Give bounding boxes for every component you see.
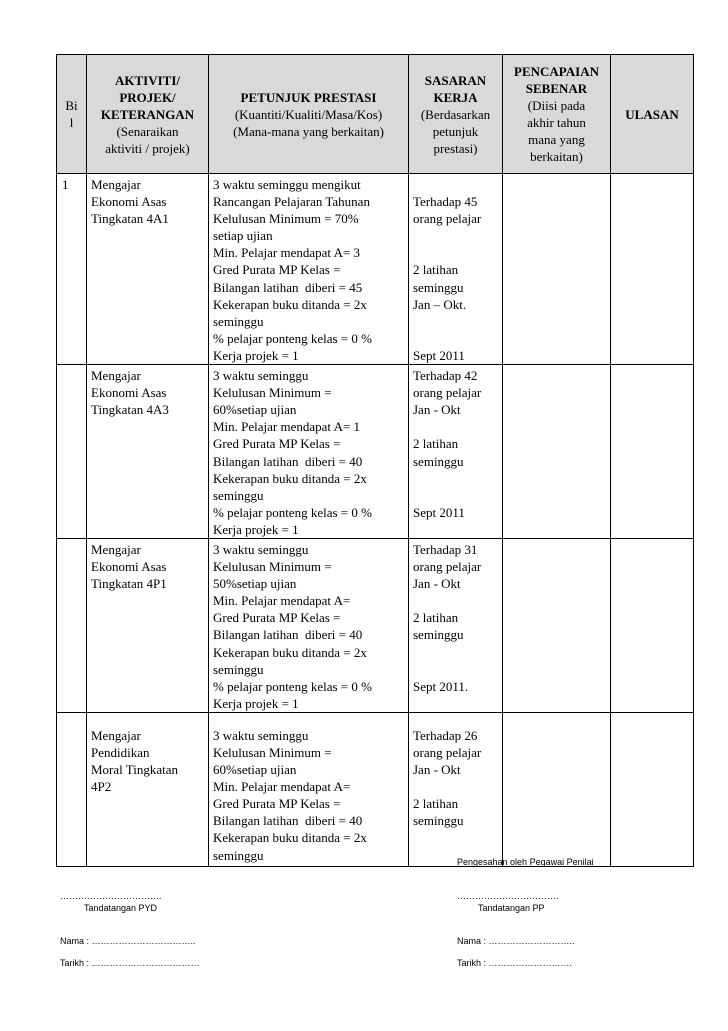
sasaran-cell: Terhadap 26 orang pelajar Jan - Okt 2 latihan seminggu (409, 712, 503, 866)
header-bil: Bi l (57, 55, 87, 174)
aktiviti-cell: Mengajar Pendidikan Moral Tingkatan 4P2 (87, 712, 209, 866)
petunjuk-cell: 3 waktu seminggu Kelulusan Minimum = 60%setiap ujian Min. Pelajar mendapat A= 1 Gred Purata MP Kelas = Bilangan latihan diberi = 40 Kekerapan buku ditanda = 2x seminggu % pelajar ponteng kelas = 0 % Kerja projek = 1 (209, 365, 409, 539)
pencapaian-cell[interactable] (503, 712, 611, 866)
nama-pp-field[interactable]: Nama : ……………………….. (457, 936, 575, 946)
aktiviti-cell: Mengajar Ekonomi Asas Tingkatan 4A3 (87, 365, 209, 539)
table-row (57, 174, 694, 365)
header-petunjuk: PETUNJUK PRESTASI (Kuantiti/Kualiti/Masa/Kos) (Mana-mana yang berkaitan) (209, 55, 409, 174)
ulasan-cell[interactable] (611, 712, 694, 866)
bil-cell: 1 (57, 174, 87, 365)
bil-cell (57, 538, 87, 712)
bil-cell (57, 365, 87, 539)
header-ulasan: ULASAN (611, 55, 694, 174)
ulasan-cell[interactable] (611, 174, 694, 365)
table-header-row (57, 55, 694, 174)
pencapaian-cell[interactable] (503, 365, 611, 539)
aktiviti-cell: Mengajar Ekonomi Asas Tingkatan 4P1 (87, 538, 209, 712)
petunjuk-cell: 3 waktu seminggu mengikut Rancangan Pelajaran Tahunan Kelulusan Minimum = 70% setiap ujian Min. Pelajar mendapat A= 3 Gred Purata MP Kelas = Bilangan latihan diberi = 45 Kekerapan buku ditanda = 2x seminggu % pelajar ponteng kelas = 0 % Kerja projek = 1 (209, 174, 409, 365)
ulasan-cell[interactable] (611, 365, 694, 539)
tandatangan-pp-label: Tandatangan PP (478, 903, 545, 913)
petunjuk-cell: 3 waktu seminggu Kelulusan Minimum = 60%setiap ujian Min. Pelajar mendapat A= Gred Purata MP Kelas = Bilangan latihan diberi = 40 Kekerapan buku ditanda = 2x seminggu (209, 712, 409, 866)
tarikh-pyd-field[interactable]: Tarikh : ……………………………… (60, 958, 200, 968)
header-sasaran: SASARAN KERJA (Berdasarkan petunjuk prestasi) (409, 55, 503, 174)
header-pencapaian: PENCAPAIAN SEBENAR (Diisi pada akhir tahun mana yang berkaitan) (503, 55, 611, 174)
pengesahan-label: Pengesahan oleh Pegawai Penilai (457, 857, 594, 867)
tandatangan-pyd-label: Tandatangan PYD (84, 903, 158, 913)
table-row (57, 712, 694, 866)
bil-cell (57, 712, 87, 866)
activity-table (56, 54, 694, 867)
table-row (57, 365, 694, 539)
sasaran-cell: Terhadap 31 orang pelajar Jan - Okt 2 latihan seminggu Sept 2011. (409, 538, 503, 712)
ulasan-cell[interactable] (611, 538, 694, 712)
nama-pyd-field[interactable]: Nama : …………………………….. (60, 936, 196, 946)
pencapaian-cell[interactable] (503, 174, 611, 365)
tarikh-pp-field[interactable]: Tarikh : ………………………. (457, 958, 573, 968)
table-row (57, 538, 694, 712)
pencapaian-cell[interactable] (503, 538, 611, 712)
aktiviti-cell: Mengajar Ekonomi Asas Tingkatan 4A1 (87, 174, 209, 365)
signature-line-pp: ……………………………. (457, 891, 559, 901)
petunjuk-cell: 3 waktu seminggu Kelulusan Minimum = 50%setiap ujian Min. Pelajar mendapat A= Gred Purata MP Kelas = Bilangan latihan diberi = 40 Kekerapan buku ditanda = 2x seminggu % pelajar ponteng kelas = 0 % Kerja projek = 1 (209, 538, 409, 712)
signature-line-pyd: ……………………………. (60, 891, 162, 901)
sasaran-cell: Terhadap 45 orang pelajar 2 latihan seminggu Jan – Okt. Sept 2011 (409, 174, 503, 365)
sasaran-cell: Terhadap 42 orang pelajar Jan - Okt 2 latihan seminggu Sept 2011 (409, 365, 503, 539)
header-aktiviti: AKTIVITI/ PROJEK/ KETERANGAN (Senaraikan aktiviti / projek) (87, 55, 209, 174)
